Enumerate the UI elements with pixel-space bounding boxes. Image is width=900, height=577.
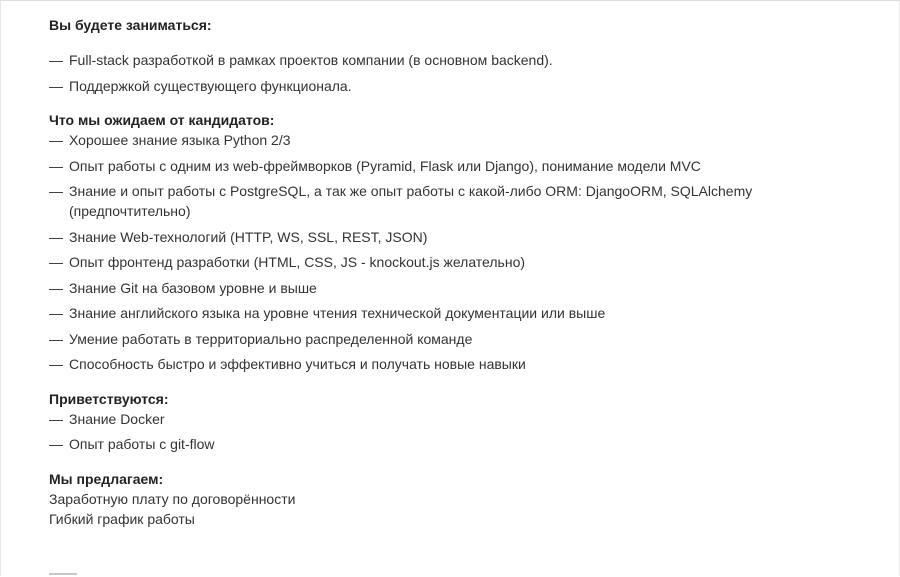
dash-bullet: — [49, 157, 63, 174]
dash-bullet: — [49, 279, 63, 296]
dash-bullet: — [49, 132, 63, 148]
section-heading-requirements: Что мы ожидаем от кандидатов: [49, 112, 275, 128]
dash-bullet: — [49, 77, 63, 94]
list-item [49, 76, 869, 96]
dash-bullet: — [49, 330, 63, 347]
list-item [49, 252, 869, 272]
list-item-text: Опыт работы с git-flow [69, 436, 215, 452]
dash-bullet: — [49, 356, 63, 372]
section-heading-duties: Вы будете заниматься: [49, 17, 212, 33]
offer-line-salary: Заработную плату по договорённости [49, 490, 296, 507]
welcome-list [49, 409, 869, 455]
list-item [49, 227, 869, 247]
list-item [49, 130, 869, 150]
bottom-divider [49, 573, 77, 575]
list-item-text: Full-stack разработкой в рамках проектов компании (в основном backend). [69, 52, 553, 68]
list-item [49, 329, 869, 349]
dash-bullet: — [49, 52, 63, 68]
list-item [49, 434, 869, 454]
list-item-text: Знание и опыт работы с PostgreSQL, а так же опыт работы с какой-либо ORM: DjangoORM, SQLAlchemy (предпочтительно) [69, 183, 753, 219]
dash-bullet: — [49, 254, 63, 270]
list-item [49, 278, 869, 298]
list-item [49, 303, 869, 323]
list-item-text: Способность быстро и эффективно учиться и получать новые навыки [69, 356, 526, 372]
list-item-text: Поддержкой существующего функционала. [69, 77, 352, 94]
duties-list [49, 50, 869, 96]
dash-bullet: — [49, 228, 63, 245]
section-heading-offer: Мы предлагаем: [49, 470, 164, 487]
list-item-text: Умение работать в территориально распределенной команде [69, 330, 473, 347]
requirements-list [49, 130, 869, 374]
offer-line-schedule: Гибкий график работы [49, 510, 195, 527]
list-item-text: Опыт фронтенд разработки (HTML, CSS, JS - knockout.js желательно) [69, 254, 526, 270]
list-item-text: Опыт работы с одним из web-фреймворков (Pyramid, Flask или Django), понимание модели MVC [69, 157, 701, 174]
list-item-text: Знание Git на базовом уровне и выше [69, 279, 317, 296]
list-item [49, 409, 869, 429]
section-heading-welcome: Приветствуются: [49, 390, 169, 407]
list-item [49, 50, 869, 70]
list-item [49, 354, 869, 374]
list-item [49, 156, 869, 176]
list-item [49, 181, 869, 221]
dash-bullet: — [49, 436, 63, 452]
dash-bullet: — [49, 305, 63, 321]
list-item-text: Знание Web-технологий (HTTP, WS, SSL, REST, JSON) [69, 228, 428, 245]
job-description [49, 16, 869, 529]
list-item-text: Знание Docker [69, 410, 165, 427]
list-item-text: Хорошее знание языка Python 2/3 [69, 132, 291, 148]
list-item-text: Знание английского языка на уровне чтения технической документации или выше [69, 305, 606, 321]
dash-bullet: — [49, 183, 63, 199]
dash-bullet: — [49, 410, 63, 427]
